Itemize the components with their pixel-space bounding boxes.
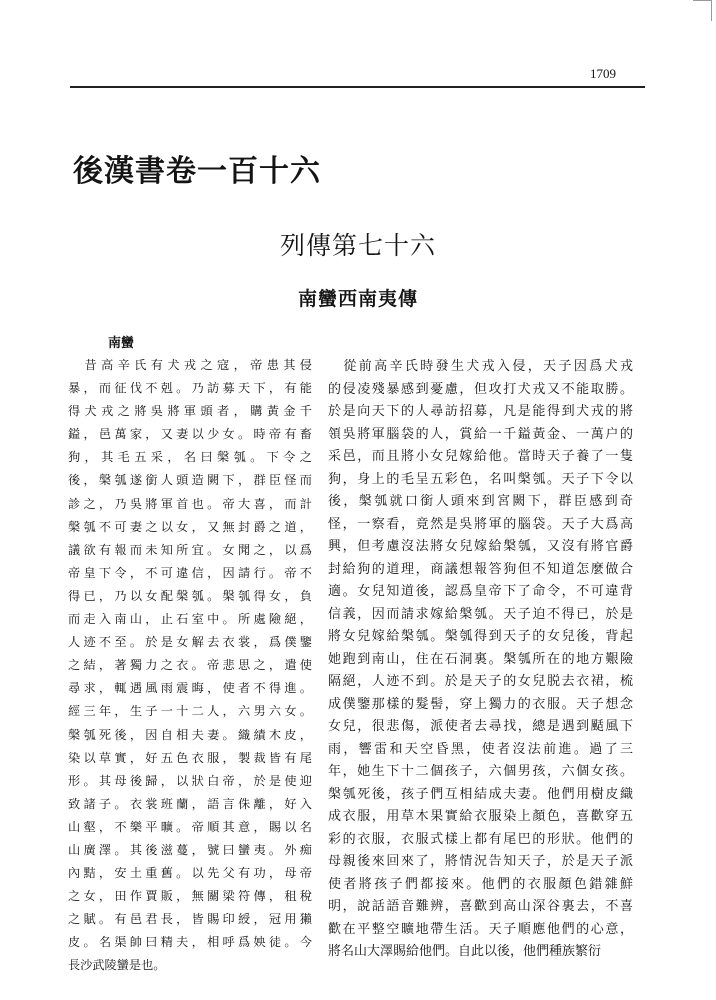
translation-line: 采邑，而且將小女兒嫁給他。當時天子養了一隻 [328, 449, 633, 464]
translation-line: 將女兒嫁給槃瓠。槃瓠得到天子的女兒後，背起 [328, 629, 633, 644]
classical-text-line: 後，槃瓠遂銜人頭造闕下，群臣怪而 [68, 473, 312, 488]
volume-title: 後漢書卷一百十六 [73, 154, 321, 189]
translation-line: 雨，響雷和天空昏黑，使者沒法前進。過了三 [328, 741, 633, 757]
classical-text-line: 得已，乃以女配槃瓠。槃瓠得女，負 [68, 588, 312, 603]
classical-text-line: 議欲有報而未知所宜。女聞之，以爲 [68, 542, 312, 557]
classical-text-line: 內黠，安土重舊。以先父有功，母帝 [68, 866, 312, 881]
chapter-title: 列傳第七十六 [279, 231, 436, 260]
classical-text-line: 尋求，輒遇風雨震晦，使者不得進。 [68, 681, 312, 696]
classical-text-line: 染以草實，好五色衣服，製裁皆有尾 [68, 750, 312, 765]
classical-text-line: 之結，著獨力之衣。帝悲思之，遣使 [68, 658, 312, 673]
classical-text-line: 山廣澤。其後滋蔓，號曰蠻夷。外痴 [68, 842, 312, 857]
section-title: 南蠻西南夷傳 [297, 288, 418, 310]
classical-text-line: 狗，其毛五采，名曰槃瓠。下令之 [68, 450, 312, 465]
classical-text-line: 致諸子。衣裳班蘭，語言侏離，好入 [68, 796, 312, 811]
translation-line: 適。女兒知道後，認爲皇帝下了命令，不可違背 [328, 584, 633, 599]
classical-text-line: 之女，田作賈販，無關梁符傳，租稅 [68, 889, 312, 904]
classical-text-line: 而走入南山，止石室中。所處險絕， [68, 612, 312, 627]
classical-text-line: 山壑，不樂平曠。帝順其意，賜以名 [68, 819, 312, 834]
translation-line: 明，說話語音難辨，喜歡到高山深谷裏去，不喜 [328, 899, 633, 914]
translation-line: 她跑到南山，住在石洞裏。槃瓠所在的地方艱險 [328, 651, 633, 667]
translation-line: 領吳將軍腦袋的人，賞給一千鎰黃金、一萬户的 [328, 426, 633, 442]
classical-text-line: 之賦。有邑君長，皆賜印綬，冠用獺 [68, 912, 312, 927]
page-corner-mark [693, 0, 712, 21]
translation-line: 母親後來回來了，將情況告知天子，於是天子派 [328, 854, 633, 869]
translation-line: 隔絕，人迹不到。於是天子的女兒脱去衣裙，梳 [328, 674, 633, 689]
translation-line: 年，她生下十二個孩子，六個男孩，六個女孩。 [328, 764, 633, 779]
classical-text-line: 長沙武陵蠻是也。 [68, 958, 166, 973]
header-rule [70, 86, 645, 88]
classical-text-line: 人迹不至。於是女解去衣裳，爲僕鑒 [68, 635, 312, 650]
classical-text-line: 得犬戎之將吳將軍頭者，購黃金千 [68, 404, 312, 419]
translation-line: 成僕鑒那樣的髮髻，穿上獨力的衣服。天子想念 [328, 696, 633, 712]
translation-line: 歡在平整空曠地帶生活。天子順應他們的心意， [328, 921, 633, 937]
translation-line: 興，但考慮沒法將女兒嫁給槃瓠，又沒有將官爵 [328, 539, 633, 554]
classical-text-column [68, 354, 312, 978]
translation-line: 成衣服，用草木果實給衣服染上顏色，喜歡穿五 [328, 809, 633, 824]
translation-line: 彩的衣服，衣服式樣上都有尾巴的形狀。他們的 [328, 831, 633, 847]
translation-line: 後，槃瓠就口銜人頭來到宮闕下，群臣感到奇 [328, 494, 633, 509]
translation-line: 槃瓠死後，孩子們互相結成夫妻。他們用樹皮織 [328, 786, 633, 802]
page-number: 1709 [590, 66, 616, 81]
translation-line: 於是向天下的人尋訪招募，凡是能得到犬戎的將 [328, 404, 633, 419]
translation-line: 信義，因而請求嫁給槃瓠。天子迫不得已，於是 [328, 606, 633, 622]
translation-line: 女兒，很悲傷，派使者去尋找，總是遇到颳風下 [328, 719, 633, 734]
translation-line: 使者將孩子們都接來。他們的衣服顏色錯雜鮮 [328, 876, 633, 892]
classical-text-line: 經三年，生子一十二人，六男六女。 [68, 704, 312, 719]
translation-column [328, 356, 633, 964]
translation-line: 將名山大澤賜給他們。自此以後，他們種族繁衍 [328, 944, 602, 959]
classical-text-line: 鎰，邑萬家，又妻以少女。時帝有畜 [68, 427, 312, 442]
translation-line: 怪，一察看，竟然是吳將軍的腦袋。天子大爲高 [328, 516, 633, 532]
classical-text-line: 昔高辛氏有犬戎之寇，帝患其侵 [68, 358, 312, 372]
classical-text-line: 槃瓠不可妻之以女，又無封爵之道， [68, 519, 312, 534]
classical-text-line: 皮。名渠帥曰精夫，相呼爲姎徒。今 [68, 935, 312, 950]
classical-text-line: 暴，而征伐不剋。乃訪募天下，有能 [68, 381, 312, 396]
classical-text-line: 帝皇下令，不可違信，因請行。帝不 [68, 565, 312, 580]
translation-line: 從前高辛氏時發生犬戎入侵，天子因爲犬戎 [328, 359, 633, 374]
translation-line: 的侵凌殘暴感到憂慮，但攻打犬戎又不能取勝。 [328, 381, 633, 397]
classical-text-line: 形。其母後歸，以狀白帝，於是使迎 [68, 773, 312, 788]
translation-line: 狗，身上的毛呈五彩色，名叫槃瓠。天子下令以 [328, 471, 633, 487]
translation-line: 封給狗的道理，商議想報答狗但不知道怎麼做合 [328, 561, 633, 577]
classical-text-line: 槃瓠死後，因自相夫妻。織績木皮， [68, 727, 312, 742]
classical-text-line: 診之，乃吳將軍首也。帝大喜，而計 [68, 496, 312, 511]
subsection-label: 南蠻 [108, 336, 135, 351]
